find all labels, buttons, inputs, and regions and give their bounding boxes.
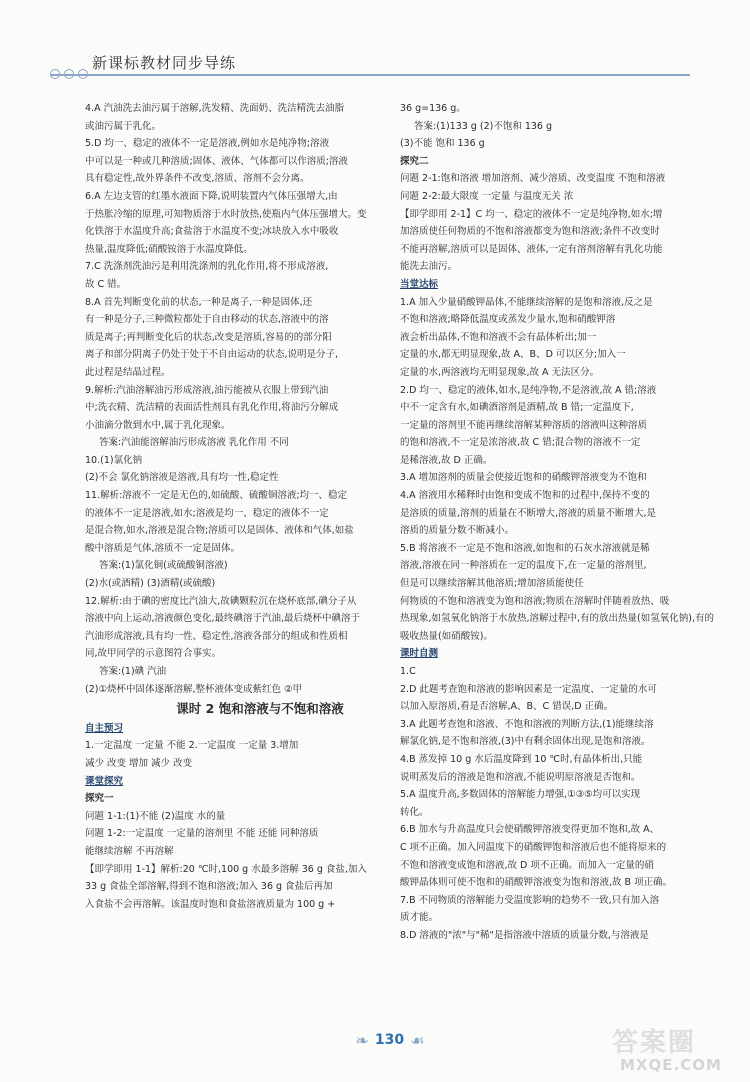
text-line: 是稀溶液,故 D 正确。	[400, 454, 493, 466]
text-line: 离子和部分阴离子仍处于处于不自由运动的状态,说明是分子,	[85, 349, 339, 361]
text-line: 化铁溶于水温度升高;食盐溶于水温度不变;冰块放入水中吸收	[85, 226, 339, 238]
text-line: 2.D 此题考查饱和溶液的影响因素是一定温度、一定量的水可	[400, 683, 657, 695]
text-line: 酸中溶质是气体,溶质不一定是固体。	[85, 542, 241, 554]
left-answers-continued	[85, 720, 405, 914]
text-line: 9.解析:汽油溶解油污形成溶液,油污能被从衣服上带到汽油	[85, 384, 329, 396]
text-line: 7.C 洗涤剂洗油污是利用洗涤剂的乳化作用,将不形成溶液,	[85, 261, 329, 273]
left-column	[85, 100, 405, 913]
text-line: 5.B 将溶液不一定是不饱和溶液,如饱和的石灰水溶液就是稀	[400, 542, 650, 554]
text-line: 定量的水,都无明显现象,故 A、B、D 可以区分;加入一	[400, 349, 626, 361]
watermark-top: 答案圈	[612, 1028, 697, 1058]
text-line: 4.A 汽油洗去油污属于溶解,洗发精、洗面奶、洗洁精洗去油脂	[85, 103, 345, 114]
text-line: 能继续溶解 不再溶解	[85, 845, 174, 857]
text-line: 1.一定温度 一定量 不能 2.一定温度 一定量 3.增加	[85, 740, 299, 752]
right-answers	[400, 100, 720, 945]
text-line: 当堂达标	[400, 278, 439, 290]
text-line: 一定量的溶剂里不能再继续溶解某种溶质的溶液叫这种溶质	[400, 419, 648, 431]
text-line: (2)水(或酒精) (3)酒精(或硫酸)	[85, 578, 216, 590]
text-line: 答案:(1)133 g (2)不饱和 136 g	[414, 120, 553, 132]
text-line: 3.A 增加溶剂的质量会使接近饱和的硝酸钾溶液变为不饱和	[400, 472, 647, 484]
text-line: 课堂探究	[85, 775, 124, 787]
text-line: 5.D 均一、稳定的液体不一定是溶液,例如水是纯净物;溶液	[85, 138, 330, 150]
text-line: 不能再溶解,溶质可以是固体、液体,一定有溶剂溶解有乳化功能	[400, 243, 663, 255]
text-line: 此过程是结晶过程。	[85, 366, 171, 378]
text-line: 6.A 左边支管的红墨水液面下降,说明装置内气体压强增大,由	[85, 190, 338, 202]
text-line: 转化。	[400, 806, 429, 818]
text-line: 是溶质的质量,溶剂的质量在不断增大,溶液的质量不断增大,是	[400, 507, 657, 519]
text-line: 质是离子;再判断变化后的状态,改变是溶质,容易的的部分阳	[85, 331, 332, 343]
text-line: 以加入原溶质,看是否溶解,A、B、C 错误,D 正确。	[400, 701, 614, 713]
text-line: 10.(1)氯化钠	[85, 454, 143, 466]
text-line: 热现象,如氢氧化钠溶于水放热,溶解过程中,有的放出热量(如氢氧化钠),有的	[400, 613, 714, 625]
page-header	[50, 50, 710, 90]
page-number: 130	[374, 1032, 405, 1048]
text-line: 5.A 温度升高,多数固体的溶解能力增强,①③⑤均可以实现	[400, 789, 641, 801]
text-line: 入食盐不会再溶解。该温度时饱和食盐溶液质量为 100 g +	[85, 898, 336, 910]
text-line: 2.D 均一、稳定的液体,如水,是纯净物,不是溶液,故 A 错;溶液	[400, 384, 657, 396]
header-rule	[50, 74, 690, 76]
left-answers	[85, 100, 405, 698]
text-line: 答案:(1)氯化铜(或硫酸铜溶液)	[99, 560, 228, 572]
text-line: 酸钾晶体则可使不饱和的硝酸钾溶液变为饱和溶液,故 B 项正确。	[400, 877, 673, 889]
text-line: 探究二	[400, 155, 429, 167]
text-line: 热量,温度降低;硝酸铵溶于水温度降低。	[85, 243, 253, 255]
text-line: 中;洗衣精、洗洁精的表面活性剂具有乳化作用,将油污分解成	[85, 402, 339, 414]
text-line: 故 C 错。	[85, 278, 127, 290]
watermark-bottom: MXQE.COM	[620, 1056, 722, 1074]
text-line: 液会析出晶体,不饱和溶液不会有晶体析出;加一	[400, 331, 597, 343]
text-line: (2)①烧杯中固体逐渐溶解,整杯液体变成紫红色 ②甲	[85, 683, 303, 695]
text-line: 说明蒸发后的溶液是饱和溶液,不能说明原溶液是否饱和。	[400, 771, 641, 783]
text-line: 1.A 加入少量硝酸钾晶体,不能继续溶解的是饱和溶液,反之是	[400, 296, 653, 308]
text-line: 探究一	[85, 793, 114, 805]
text-line: 【即学即用 2-1】C 均一、稳定的液体不一定是纯净物,如水;增	[400, 208, 663, 220]
text-line: (2)不会 氯化钠溶液是溶液,具有均一性,稳定性	[85, 472, 279, 484]
footer-ornament-left-icon: ❧	[355, 1030, 369, 1050]
text-line: 中可以是一种或几种溶质;固体、液体、气体都可以作溶质;溶液	[85, 155, 348, 167]
text-line: 溶液中向上运动,溶液颜色变化,最终碘溶于汽油,最后烧杯中碘溶于	[85, 613, 361, 625]
text-line: 3.A 此题考查饱和溶液、不饱和溶液的判断方法,(1)能继续溶	[400, 718, 654, 730]
text-line: 7.B 不同物质的溶解能力受温度影响的趋势不一致,只有加入溶	[400, 894, 660, 906]
text-line: 何物质的不饱和溶液变为饱和溶液;物质在溶解时伴随着放热、吸	[400, 595, 670, 607]
watermark-logo	[612, 1022, 742, 1074]
text-line: 4.A 溶液用水稀释时由饱和变成不饱和的过程中,保持不变的	[400, 490, 650, 502]
footer-ornament-right-icon: ☙	[410, 1030, 425, 1050]
text-line: 问题 2-2:最大限度 一定量 与温度无关 浓	[400, 190, 574, 202]
text-line: 小油滴分散到水中,属于乳化现象。	[85, 419, 231, 431]
text-line: 1.C	[400, 666, 416, 677]
text-line: 能洗去油污。	[400, 261, 458, 273]
text-line: 课时自测	[400, 648, 439, 660]
text-line: 6.B 加水与升高温度只会使硝酸钾溶液变得更加不饱和,故 A、	[400, 824, 660, 836]
text-line: 自主预习	[85, 722, 124, 734]
text-line: 但是可以继续溶解其他溶质;增加溶质能使任	[400, 578, 584, 590]
page-footer	[330, 1025, 450, 1055]
text-line: 11.解析:溶液不一定是无色的,如硫酸、硫酸铜溶液;均一、稳定	[85, 490, 348, 502]
text-line: 具有稳定性,故外界条件不改变,溶质、溶剂不会分离。	[85, 173, 310, 185]
text-line: 于热胀冷缩的原理,可知物质溶于水时放热,使瓶内气体压强增大。变	[85, 208, 367, 220]
text-line: 吸收热量(如硝酸铵)。	[400, 630, 493, 642]
text-line: 不饱和溶液变成饱和溶液,故 D 项不正确。而加入一定量的硝	[400, 859, 654, 871]
text-line: 33 g 食盐全部溶解,得到不饱和溶液;加入 36 g 食盐后再加	[85, 881, 333, 893]
text-line: 是混合物,如水,溶液是混合物;溶质可以是固体、液体和气体,如盐	[85, 525, 354, 537]
text-line: 问题 1-1:(1)不能 (2)温度 水的量	[85, 810, 226, 822]
text-line: 的饱和溶液,不一定是浓溶液,故 C 错;混合物的溶液不一定	[400, 437, 641, 449]
text-line: 或油污属于乳化。	[85, 120, 162, 132]
text-line: 定量的水,两溶液均无明显现象,故 A 无法区分。	[400, 366, 600, 378]
text-line: 8.D 溶液的"浓"与"稀"是指溶液中溶质的质量分数,与溶液是	[400, 929, 649, 941]
text-line: 质才能。	[400, 912, 439, 924]
text-line: (3)不能 饱和 136 g	[400, 138, 485, 150]
text-line: 有一种是分子,三种微粒都处于自由移动的状态,溶液中的溶	[85, 314, 329, 326]
text-line: 36 g=136 g。	[400, 103, 466, 114]
text-line: 的液体不一定是溶液,如水;溶液是均一、稳定的液体不一定	[85, 507, 329, 519]
right-column	[400, 100, 720, 945]
text-line: 解氯化钠,是不饱和溶液,(3)中有剩余固体出现,是饱和溶液。	[400, 736, 651, 748]
text-line: 答案:汽油能溶解油污形成溶液 乳化作用 不同	[99, 437, 289, 449]
text-line: 问题 1-2:一定温度 一定量的溶剂里 不能 还能 同种溶质	[85, 828, 319, 840]
text-line: 不饱和溶液;略降低温度或蒸发少量水,饱和硝酸钾溶	[400, 314, 616, 326]
text-line: 4.B 蒸发掉 10 g 水后温度降到 10 ℃时,有晶体析出,只能	[400, 753, 643, 765]
text-line: 问题 2-1:饱和溶液 增加溶剂、减少溶质、改变温度 不饱和溶液	[400, 173, 666, 185]
text-line: 加溶质使任何物质的不饱和溶液都变为饱和溶液;条件不改变时	[400, 226, 660, 238]
text-line: 中不一定含有水,如碘酒溶剂是酒精,故 B 错;一定温度下,	[400, 402, 634, 414]
text-line: C 项不正确。加入同温度下的硝酸钾饱和溶液后也不能将原来的	[400, 841, 667, 853]
text-line: 【即学即用 1-1】解析:20 ℃时,100 g 水最多溶解 36 g 食盐,加入	[85, 863, 367, 875]
text-line: 答案:(1)碘 汽油	[99, 666, 167, 677]
text-line: 溶液,溶液在同一种溶质在一定的温度下,在一定量的溶剂里,	[400, 560, 647, 572]
text-line: 减少 改变 增加 减少 改变	[85, 757, 193, 769]
text-line: 12.解析:由于碘的密度比汽油大,故碘颗粒沉在烧杯底部,碘分子从	[85, 595, 357, 607]
header-title: 新课标教材同步导练	[92, 54, 237, 72]
text-line: 同,故甲同学的示意图符合事实。	[85, 648, 222, 660]
section-title: 课时 2 饱和溶液与不饱和溶液	[176, 701, 344, 717]
text-line: 8.A 首先判断变化前的状态,一种是离子,一种是固体,还	[85, 296, 313, 308]
text-line: 溶质的质量分数不断减小。	[400, 525, 515, 537]
text-line: 汽油形成溶液,具有均一性、稳定性,溶液各部分的组成和性质相	[85, 630, 348, 642]
